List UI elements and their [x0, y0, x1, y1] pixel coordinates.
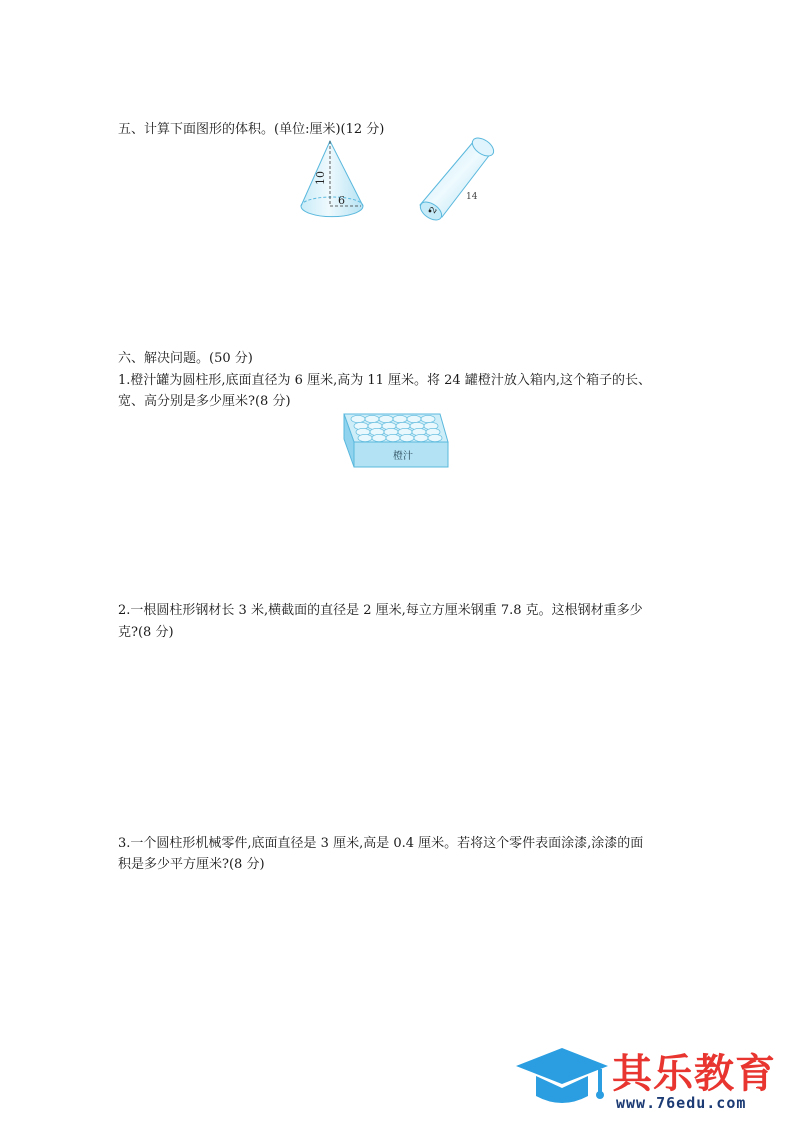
- watermark-name: 其乐教育: [612, 1051, 776, 1097]
- q1-line1: 1.橙汁罐为圆柱形,底面直径为 6 厘米,高为 11 厘米。将 24 罐橙汁放入箱内,这个箱子的长、: [118, 373, 651, 388]
- q2-line2: 克?(8 分): [118, 625, 174, 640]
- graduation-cap-icon: [512, 1040, 612, 1116]
- cone-radius-label: 6: [338, 194, 345, 207]
- watermark-url: www.76edu.com: [616, 1094, 747, 1112]
- q3-line1: 3.一个圆柱形机械零件,底面直径是 3 厘米,高是 0.4 厘米。若将这个零件表面涂漆,涂漆的面: [118, 836, 644, 851]
- cone-figure: [296, 138, 372, 222]
- q2-line1: 2.一根圆柱形钢材长 3 米,横截面的直径是 2 厘米,每立方厘米钢重 7.8 克。这根钢材重多少: [118, 603, 643, 618]
- section5-title: 五、计算下面图形的体积。(单位:厘米)(12 分): [118, 122, 385, 137]
- watermark-logo: [512, 1040, 782, 1116]
- section6-title: 六、解决问题。(50 分): [118, 351, 253, 366]
- juice-box-label: 橙汁: [393, 451, 413, 462]
- q3-line2: 积是多少平方厘米?(8 分): [118, 857, 265, 872]
- cone-height-label: 10: [314, 171, 327, 185]
- cylinder-diameter-label: 2: [428, 205, 440, 216]
- q1-line2: 宽、高分别是多少厘米?(8 分): [118, 394, 291, 409]
- cylinder-figure: [416, 135, 512, 225]
- juice-box-figure: [340, 412, 452, 470]
- cylinder-length-label: 14: [466, 192, 478, 202]
